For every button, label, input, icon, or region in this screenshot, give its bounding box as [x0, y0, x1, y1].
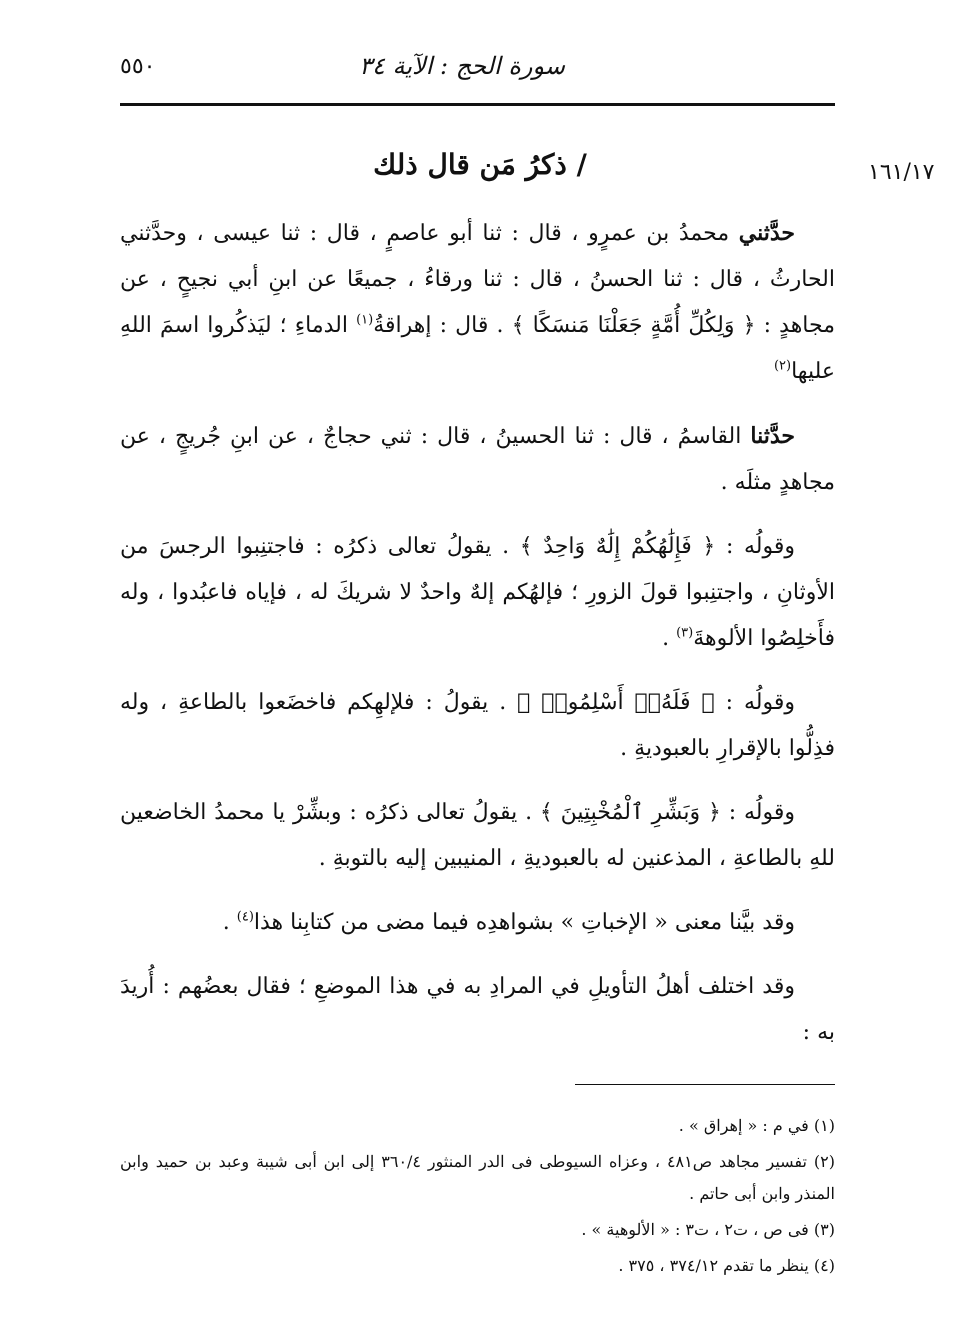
paragraph-text-cont: . [222, 910, 237, 935]
paragraph-text: بيَّنا معنى « الإخباتِ » بشواهدِه فيما مضى من كتابِنا هذا [253, 910, 756, 935]
paragraph-5 [120, 790, 835, 882]
paragraph-text: ﴿ فَإِلَٰهُكُمْ إِلَٰهٌ وَاحِدٌ ﴾ . يقولُ تعالى ذكرُه : فاجتنِبوا الرجسَ من الأوثانِ ، واجتنِبوا قولَ الزورِ ؛ فإلهُكم إلهٌ واحدٌ لا شريكَ له ، فإياه فاعبُدوا ، وله فأَخلِصُوا الألوهةَ [120, 534, 835, 651]
paragraph-lead: حدَّثني [738, 220, 795, 246]
paragraph-1 [120, 210, 835, 395]
page-header [120, 52, 835, 96]
paragraph-text: ﴿ وَبَشِّرِ ٱلْمُخْبِتِينَ ﴾ . يقولُ تعالى ذكرُه : وبشِّرْ يا محمدُ الخاضعين للهِ بالطاعةِ ، المذعنين له بالعبوديةِ ، المنيبين إليه بالتوبةِ . [120, 800, 835, 871]
paragraph-lead: وقولُه : [725, 534, 795, 559]
paragraph-4 [120, 680, 835, 772]
footnote-rule [575, 1084, 835, 1085]
footnote-3: (٣) فى ص ، ت٢ ، ت٣ : « الألوهية » . [581, 1220, 835, 1239]
footnote-4: (٤) ينظر ما تقدم ٣٧٤/١٢ ، ٣٧٥ . [618, 1256, 835, 1275]
paragraph-text: اختلف أهلُ التأويلِ في المرادِ به في هذا الموضعِ ؛ فقال بعضُهم : أُريدَ به : [120, 974, 835, 1045]
paragraph-2 [120, 413, 835, 506]
section-heading: / ذكرُ مَن قال ذلك [373, 148, 587, 181]
paragraph-3 [120, 524, 835, 662]
paragraph-text-cont: الدماءِ ؛ ليَذكُروا اسمَ اللهِ عليها [120, 313, 835, 384]
footnotes [120, 1110, 835, 1286]
main-text [120, 210, 835, 1074]
margin-reference: ١٦١/١٧ [868, 160, 935, 185]
paragraph-lead: حدَّثنا [750, 423, 795, 449]
paragraph-7 [120, 964, 835, 1056]
footnote-marker: (٢) [773, 358, 792, 374]
header-rule [120, 103, 835, 106]
paragraph-text: محمدُ بن عمرٍو ، قال : ثنا أبو عاصمٍ ، قال : ثنا عيسى ، وحدَّثني الحارثُ ، قال : ثنا الحسنُ ، قال : ثنا ورقاءُ ، جميعًا عن ابنِ أبي نجيحٍ ، عن مجاهدٍ : ﴿ وَلِكُلِّ أُمَّةٍ جَعَلْنَا مَنسَكًا ﴾ . قال : إهراقةُ [120, 221, 835, 338]
page-number: ٥٥٠ [120, 54, 156, 79]
running-title: سورة الحج : الآية ٣٤ [359, 52, 565, 80]
footnote-marker: (٤) [236, 909, 254, 925]
footnote-1: (١) في م : « إهراق » . [678, 1116, 835, 1135]
paragraph-lead: وقولُه : [728, 800, 795, 825]
paragraph-lead: وقد [762, 910, 795, 935]
paragraph-lead: وقد [762, 974, 795, 999]
footnote-marker: (٣) [676, 625, 694, 641]
paragraph-text-cont: . [662, 626, 677, 651]
paragraph-text: القاسمُ ، قال : ثنا الحسينُ ، قال : ثني حجاجٌ ، عن ابنِ جُريجٍ ، عن مجاهدٍ مثلَه . [120, 424, 835, 495]
footnote-2: (٢) تفسير مجاهد ص٤٨١ ، وعزاه السيوطى فى الدر المنثور ٣٦٠/٤ إلى ابن أبى شيبة وعبد بن حميد وابن المنذر وابن أبى حاتم . [120, 1152, 835, 1203]
paragraph-lead: وقولُه : [725, 690, 795, 715]
paragraph-text: ﴿ فَلَهُۥٓ أَسْلِمُوا۟ ﴾ . يقولُ : فلإلهِكم فاخضَعوا بالطاعةِ ، وله فذِلُّوا بالإقرارِ بالعبوديةِ . [120, 690, 835, 761]
footnote-marker: (١) [356, 312, 374, 328]
paragraph-6 [120, 900, 835, 946]
